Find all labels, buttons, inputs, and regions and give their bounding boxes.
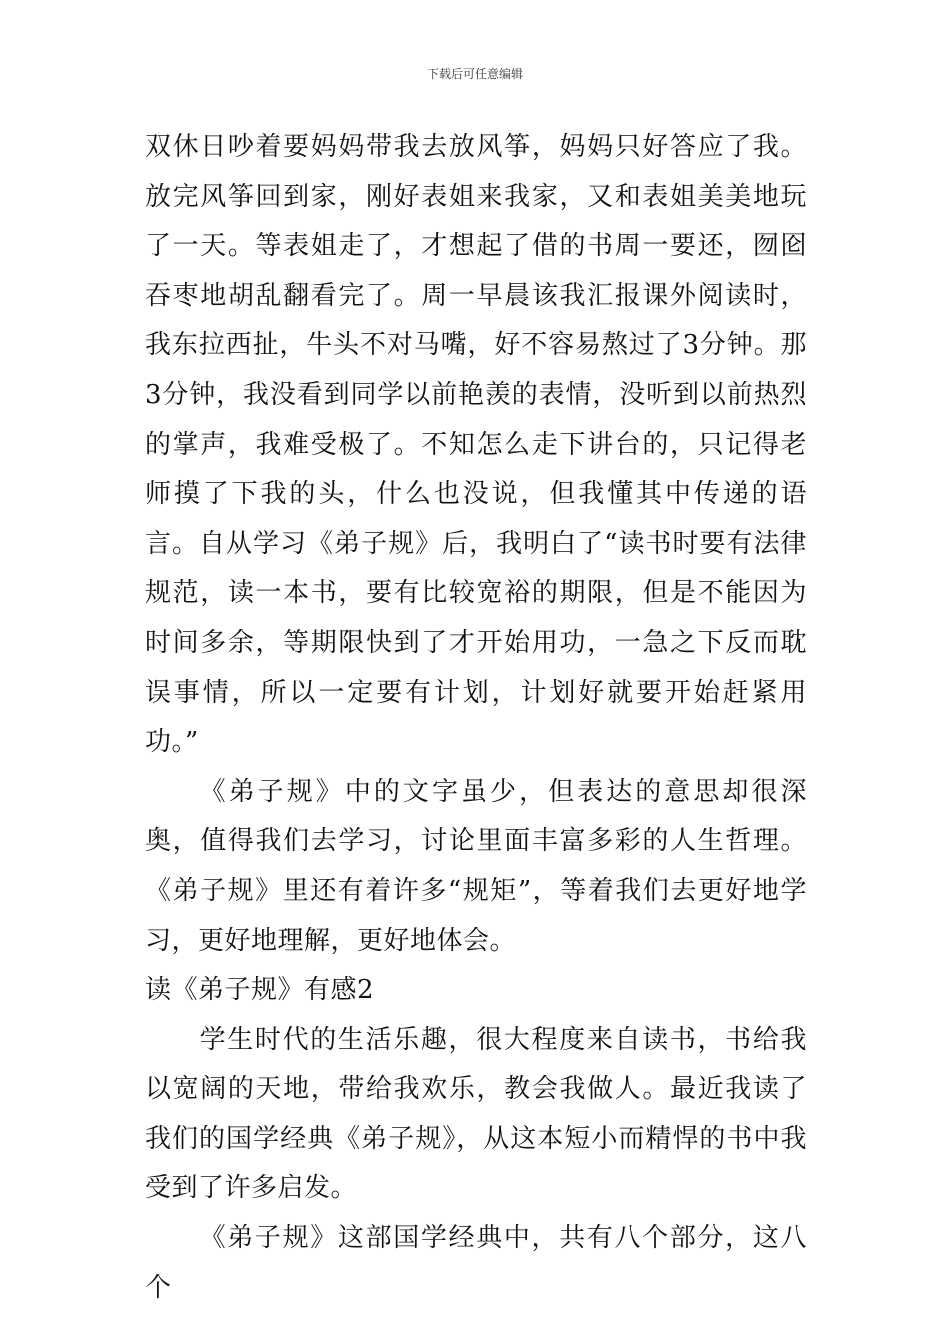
document-body xyxy=(145,123,807,1313)
page-header: 下载后可任意编辑 xyxy=(426,67,523,81)
paragraph-4: 《弟子规》这部国学经典中，共有八个部分，这八个 xyxy=(145,1223,807,1303)
paragraph-1: 双休日吵着要妈妈带我去放风筝，妈妈只好答应了我。放完风筝回到家，刚好表姐来我家，又和表姐美美地玩了一天。等表姐走了，才想起了借的书周一要还，囫囵吞枣地胡乱翻看完了。周一早晨该我汇报课外阅读时，我东拉西扯，牛头不对马嘴，好不容易熬过了3分钟。那3分钟，我没看到同学以前艳羡的表情，没听到以前热烈的掌声，我难受极了。不知怎么走下讲台的，只记得老师摸了下我的头，什么也没说，但我懂其中传递的语言。自从学习《弟子规》后，我明白了“读书时要有法律规范，读一本书，要有比较宽裕的期限，但是不能因为时间多余，等期限快到了才开始用功，一急之下反而耽误事情，所以一定要有计划，计划好就要开始赶紧用功。” xyxy=(145,132,807,758)
section-heading: 读《弟子规》有感2 xyxy=(145,975,375,1006)
paragraph-2: 《弟子规》中的文字虽少，但表达的意思却很深奥，值得我们去学习，讨论里面丰富多彩的人生哲理。《弟子规》里还有着许多“规矩”，等着我们去更好地学习，更好地理解，更好地体会。 xyxy=(145,776,807,956)
paragraph-3: 学生时代的生活乐趣，很大程度来自读书，书给我以宽阔的天地，带给我欢乐，教会我做人。最近我读了我们的国学经典《弟子规》，从这本短小而精悍的书中我受到了许多启发。 xyxy=(145,1024,807,1204)
